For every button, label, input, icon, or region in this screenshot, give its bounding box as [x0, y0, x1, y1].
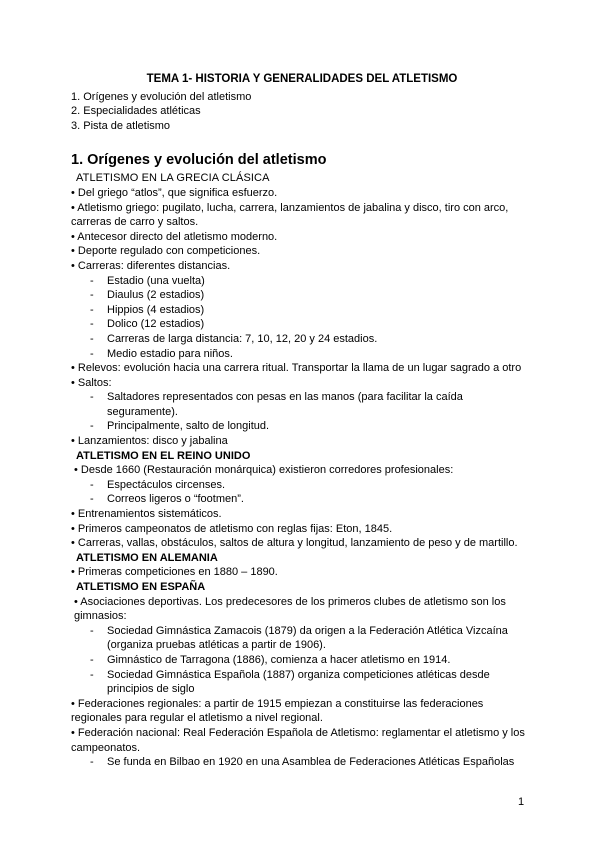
bullet-item: • Carreras: diferentes distancias. [71, 259, 231, 272]
document-title: TEMA 1- HISTORIA Y GENERALIDADES DEL ATLETISMO [146, 73, 458, 85]
bullet-item: • Saltos: [71, 376, 112, 389]
list-item [71, 317, 533, 332]
list-item-text: Medio estadio para niños. [107, 347, 233, 360]
dash-marker: - [90, 478, 94, 491]
list-item [71, 668, 533, 697]
dash-marker: - [90, 653, 94, 666]
bullet-item: • Del griego “atlos”, que significa esfuerzo. [71, 186, 278, 199]
toc-item: 3. Pista de atletismo [71, 119, 171, 132]
bullet-item: • Primeras competiciones en 1880 – 1890. [71, 566, 278, 579]
list-item-text: Correos ligeros o “footmen”. [107, 493, 244, 506]
subsection-title-grecia: ATLETISMO EN LA GRECIA CLÁSICA [76, 172, 270, 185]
list-item-text: Diaulus (2 estadios) [107, 289, 205, 302]
bullet-item: • Federaciones regionales: a partir de 1915 empiezan a constituirse las federaciones regionales para regular el atletismo a nivel regional. [71, 697, 484, 725]
list-item-text: Estadio (una vuelta) [107, 274, 205, 287]
list-item [71, 478, 533, 493]
toc-item: 2. Especialidades atléticas [71, 105, 201, 118]
subsection-title-espana: ATLETISMO EN ESPAÑA [76, 581, 206, 593]
list-item [71, 303, 533, 318]
espana-list [71, 624, 533, 697]
dash-marker: - [90, 420, 94, 433]
bullet-item: • Deporte regulado con competiciones. [71, 245, 261, 258]
list-item-text: Saltadores representados con pesas en las manos (para facilitar la caída seguramente). [107, 391, 463, 418]
list-item [71, 347, 533, 362]
dash-marker: - [90, 668, 94, 681]
list-item [71, 624, 533, 653]
toc-item: 1. Orígenes y evolución del atletismo [71, 90, 252, 103]
dash-marker: - [90, 318, 94, 331]
list-item [71, 755, 533, 770]
list-item [71, 274, 533, 289]
list-item-text: Carreras de larga distancia: 7, 10, 12, 20 y 24 estadios. [107, 332, 378, 345]
section-heading: 1. Orígenes y evolución del atletismo [71, 152, 327, 169]
bullet-item: • Asociaciones deportivas. Los predecesores de los primeros clubes de atletismo son los gimnasios: [74, 595, 506, 623]
dash-marker: - [90, 303, 94, 316]
bullet-item: • Entrenamientos sistemáticos. [71, 508, 222, 521]
page-content [71, 72, 533, 770]
list-item-text: Sociedad Gimnástica Zamacois (1879) da origen a la Federación Atlética Vizcaína (organiza pruebas atléticas a partir de 1906). [107, 624, 508, 652]
list-item [71, 492, 533, 507]
list-item [71, 419, 533, 434]
dash-marker: - [90, 391, 94, 404]
page-number: 1 [518, 796, 525, 808]
dash-marker: - [90, 289, 94, 302]
reino-unido-list [71, 478, 533, 507]
dash-marker: - [90, 274, 94, 287]
list-item-text: Hippios (4 estadios) [107, 303, 205, 316]
list-item-text: Gimnástico de Tarragona (1886), comienza a hacer atletismo en 1914. [107, 653, 451, 666]
bullet-item: • Desde 1660 (Restauración monárquica) existieron corredores profesionales: [74, 464, 454, 477]
dash-marker: - [90, 493, 94, 506]
dash-marker: - [90, 624, 94, 637]
bullet-item: • Carreras, vallas, obstáculos, saltos de altura y longitud, lanzamiento de peso y de martillo. [71, 537, 518, 550]
list-item [71, 288, 533, 303]
list-item [71, 653, 533, 668]
subsection-title-alemania: ATLETISMO EN ALEMANIA [76, 551, 218, 564]
bullet-item: • Primeros campeonatos de atletismo con reglas fijas: Eton, 1845. [71, 522, 393, 535]
subsection-title-reino-unido: ATLETISMO EN EL REINO UNIDO [76, 449, 251, 462]
espana-list-2 [71, 755, 533, 770]
list-item-text: Sociedad Gimnástica Española (1887) organiza competiciones atléticas desde principios de siglo [107, 668, 490, 696]
list-item [71, 390, 533, 419]
dash-marker: - [90, 347, 94, 360]
dash-marker: - [90, 332, 94, 345]
carreras-list [71, 274, 533, 362]
list-item-text: Se funda en Bilbao en 1920 en una Asamblea de Federaciones Atléticas Españolas [107, 756, 515, 769]
dash-marker: - [90, 756, 94, 769]
bullet-item: • Relevos: evolución hacia una carrera ritual. Transportar la llama de un lugar sagrado a otro [71, 362, 522, 375]
table-of-contents [71, 90, 533, 134]
bullet-item: • Lanzamientos: disco y jabalina [71, 435, 228, 448]
bullet-item: • Antecesor directo del atletismo moderno. [71, 230, 278, 243]
list-item-text: Dolico (12 estadios) [107, 318, 205, 331]
bullet-item: • Atletismo griego: pugilato, lucha, carrera, lanzamientos de jabalina y disco, tiro con arco, carreras de carro y saltos. [71, 201, 509, 229]
list-item-text: Espectáculos circenses. [107, 478, 225, 491]
saltos-list [71, 390, 533, 434]
bullet-item: • Federación nacional: Real Federación Española de Atletismo: reglamentar el atletismo y los campeonatos. [71, 726, 525, 754]
list-item [71, 332, 533, 347]
list-item-text: Principalmente, salto de longitud. [107, 420, 270, 433]
